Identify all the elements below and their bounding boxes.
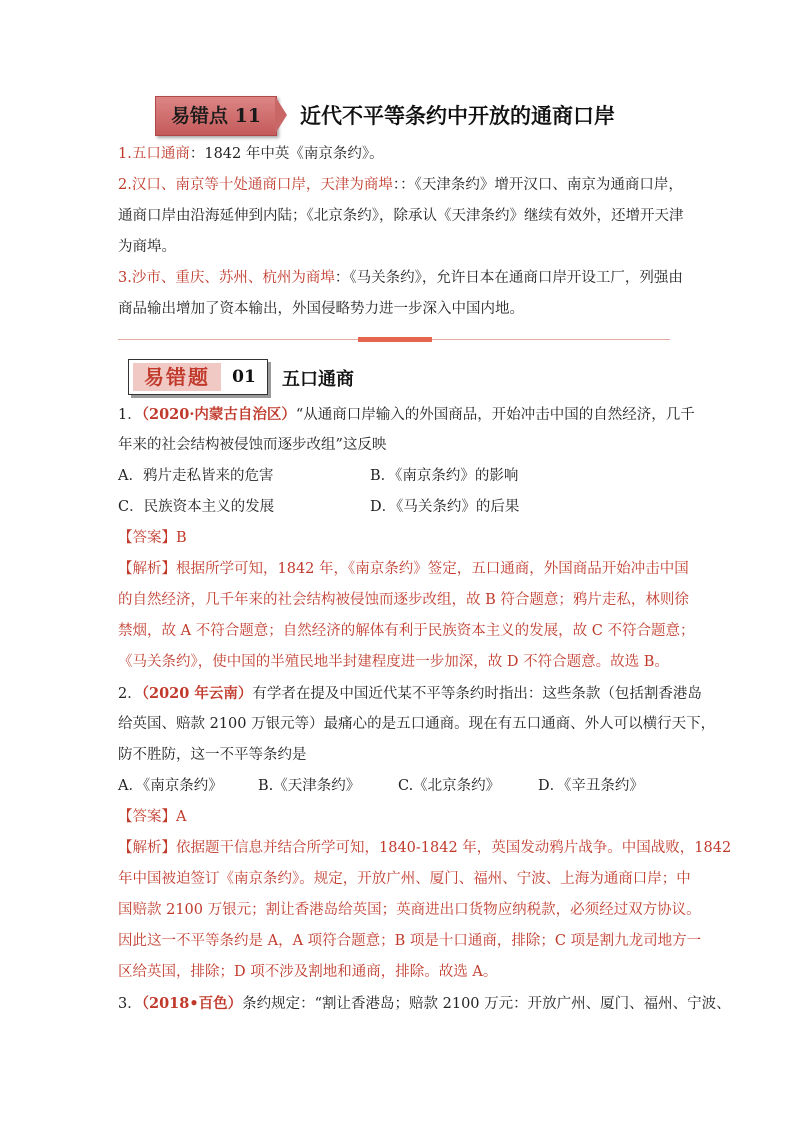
analysis-line: 【解析】根据所学可知，1842 年，《南京条约》签定，五口通商，外国商品开始冲击中国 [118, 561, 689, 577]
answer-option: C．民族资本主义的发展 [118, 499, 275, 515]
question-stem-line [118, 430, 678, 461]
answer-option: B.《天津条约》 [258, 778, 361, 794]
question-stem-line [118, 988, 731, 1020]
question-stem-line-seg: 有学者在提及中国近代某不平等条约时指出：这些条款（包括割香港岛 [252, 686, 702, 702]
topic-title: 近代不平等条约中开放的通商口岸 [300, 103, 615, 128]
analysis-line: 国赔款 2100 万银元；割让香港岛给英国；英商进出口货物应纳税款，必须经过双方协议。 [118, 902, 701, 918]
question-stem-line-seg: 2． [118, 686, 142, 702]
question-stem-line [118, 399, 695, 431]
point-line-seg: 商品输出增加了资本输出，外国侵略势力进一步深入中国内地。 [118, 301, 524, 317]
question-stem-line-seg: 年来的社会结构被侵蚀而逐步改组”这反映 [118, 437, 387, 453]
badge-arrow-icon [275, 96, 287, 134]
topic-header [155, 96, 655, 136]
section-title: 五口通商 [282, 369, 354, 390]
answer-option: A．《南京条约》 [118, 778, 223, 794]
question-stem-line-seg: 给英国、赔款 2100 万银元等）最痛心的是五口通商。现在有五口通商、外人可以横行天下， [118, 716, 716, 732]
analysis-line: 【解析】依据题干信息并结合所学可知，1840-1842 年，英国发动鸦片战争。中国战败，1842 [118, 840, 732, 856]
question-stem-line [118, 740, 678, 771]
point-line-seg: 为商埠。 [118, 239, 176, 255]
analysis-line: 年中国被迫签订《南京条约》。规定，开放广州、厦门、福州、宁波、上海为通商口岸；中 [118, 871, 691, 887]
point-line [118, 294, 678, 325]
question-stem-line-seg: 1． [118, 407, 142, 423]
answer-option: D．《马关条约》的后果 [370, 499, 520, 515]
point-line [118, 170, 683, 201]
section-badge [128, 359, 268, 395]
question-stem-line-seg: 防不胜防，这一不平等条约是 [118, 747, 307, 763]
answer-option: A．鸦片走私皆来的危害 [118, 468, 274, 484]
section-label: 易错题 [133, 363, 221, 391]
divider-accent [358, 337, 432, 342]
analysis-line: 禁烟，故 A 不符合题意；自然经济的解体有利于民族资本主义的发展，故 C 不符合题意； [118, 623, 695, 639]
question-stem-line [118, 678, 702, 710]
answer-line: 【答案】A [118, 809, 187, 825]
question-stem-line-seg: 3． [118, 996, 142, 1012]
point-line-seg: 3.沙市、重庆、苏州、杭州为商埠 [118, 270, 335, 286]
answer-option: C.《北京条约》 [398, 778, 501, 794]
point-line-seg: ：《马关条约》，允许日本在通商口岸开设工厂，列强由 [334, 270, 683, 286]
point-line [118, 201, 684, 232]
analysis-line: 《马关条约》，使中国的半殖民地半封建程度进一步加深，故 D 不符合题意。故选 B。 [118, 654, 669, 670]
point-line-seg: 2.汉口、南京等十处通商口岸，天津为商埠 [118, 177, 393, 193]
point-line-seg: ：1842 年中英《南京条约》。 [189, 146, 384, 162]
answer-line: 【答案】B [118, 530, 187, 546]
question-stem-line-seg: （2018•百色） [141, 995, 243, 1012]
point-line-seg: 1.五口通商 [118, 146, 190, 162]
analysis-line: 因此这一不平等条约是 A，A 项符合题意；B 项是十口通商，排除；C 项是割九龙司地方一 [118, 933, 702, 949]
question-stem-line-seg: “从通商口岸输入的外国商品，开始冲击中国的自然经济，几千 [295, 407, 695, 423]
point-line [118, 263, 683, 294]
point-line [118, 232, 678, 263]
point-line-seg: 通商口岸由沿海延伸到内陆；《北京条约》，除承认《天津条约》继续有效外，还增开天津 [118, 208, 684, 224]
answer-option: B．《南京条约》的影响 [370, 468, 519, 484]
point-line-seg: ：：《天津条约》增开汉口、南京为通商口岸， [392, 177, 683, 193]
topic-badge: 易错点 11 [155, 96, 277, 136]
answer-option: D．《辛丑条约》 [538, 778, 644, 794]
question-stem-line-seg: 条约规定：“割让香港岛；赔款 2100 万元：开放广州、厦门、福州、宁波、 [242, 996, 731, 1012]
point-line [118, 139, 678, 170]
question-stem-line-seg: （2020 年云南） [141, 685, 253, 702]
question-stem-line [118, 709, 716, 740]
analysis-line: 的自然经济，几千年来的社会结构被侵蚀而逐步改组，故 B 符合题意；鸦片走私，林则徐 [118, 592, 689, 608]
section-number: 01 [232, 367, 256, 387]
question-stem-line-seg: （2020·内蒙古自治区） [141, 406, 296, 423]
analysis-line: 区给英国，排除；D 项不涉及割地和通商，排除。故选 A。 [118, 964, 498, 980]
